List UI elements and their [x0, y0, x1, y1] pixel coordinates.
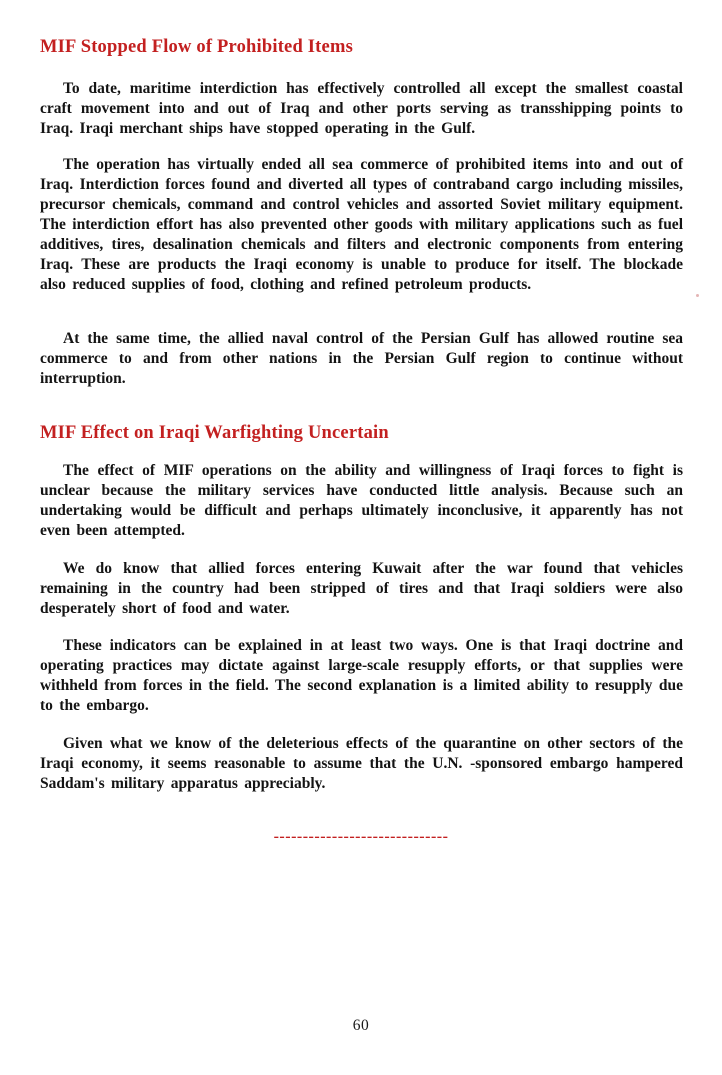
- section-divider-dashes: ------------------------------: [273, 828, 449, 845]
- paragraph: We do know that allied forces entering Kuwait after the war found that vehicles remaining in the country had been stripped of tires and that Iraqi soldiers were also desperately short of food and water.: [40, 560, 683, 617]
- section-heading-mif-stopped-flow: MIF Stopped Flow of Prohibited Items: [40, 37, 353, 57]
- paragraph: These indicators can be explained in at least two ways. One is that Iraqi doctrine and operating practices may dictate against large-scale resupply efforts, or that supplies were withheld from forces in the field. The second explanation is a limited ability to resupply due to the embargo.: [40, 637, 683, 714]
- paragraph: The effect of MIF operations on the ability and willingness of Iraqi forces to fight is unclear because the military services have conducted little analysis. Because such an undertaking would be difficult and perhaps ultimately inconclusive, it apparently has not even been attempted.: [40, 462, 683, 539]
- scan-artifact-speck: [696, 294, 699, 297]
- paragraph: The operation has virtually ended all sea commerce of prohibited items into and out of Iraq. Interdiction forces found and diverted all types of contraband cargo including missiles, precursor chemicals, command and control vehicles and assorted Soviet military equipment. The interdiction effort has also prevented other goods with military applications such as fuel additives, tires, desalination chemicals and filters and electronic components from entering Iraq. These are products the Iraqi economy is unable to produce for itself. The blockade also reduced supplies of food, clothing and refined petroleum products.: [40, 156, 683, 293]
- paragraph: Given what we know of the deleterious effects of the quarantine on other sectors of the Iraqi economy, it seems reasonable to assume that the U.N. -sponsored embargo hampered Saddam's military apparatus appreciably.: [40, 735, 683, 792]
- paragraph: At the same time, the allied naval control of the Persian Gulf has allowed routine sea commerce to and from other nations in the Persian Gulf region to continue without interruption.: [40, 330, 683, 387]
- page-number: 60: [352, 1017, 370, 1034]
- paragraph: To date, maritime interdiction has effectively controlled all except the smallest coastal craft movement into and out of Iraq and other ports serving as transshipping points to Iraq. Iraqi merchant ships have stopped operating in the Gulf.: [40, 80, 683, 137]
- section-heading-mif-effect: MIF Effect on Iraqi Warfighting Uncertain: [40, 423, 389, 443]
